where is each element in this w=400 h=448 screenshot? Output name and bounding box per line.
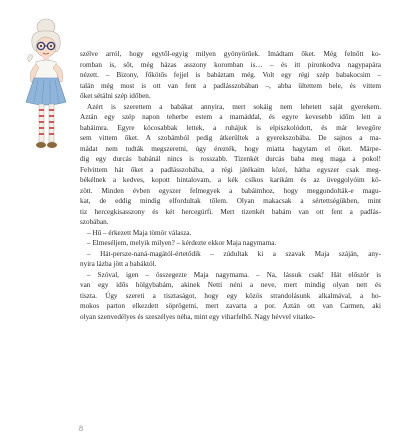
text-line: zött. Minden évben egyszer felmegyek a babáimhoz, hogy meggondolták-e magu- [80,186,381,195]
text-line: olyan szenvedélyes és szeszélyes néha, mint egy viharfelhő. Nagy hévvel vitatko- [80,312,316,321]
body-text [80,49,381,322]
paragraph [80,102,381,228]
paragraph [80,228,381,239]
text-line: Azért is szerettem a babákat annyira, mert sokáig nem lehetett saját gyerekem. [87,102,381,111]
text-line: mádat nem tudták megszeretni, úgy érezték, hogy miatta hagytam el őket. Márpe- [80,144,381,153]
text-line: – Hát-persze-naná-magától-értetődik – zúdultak ki a szavak Maja száján, any- [87,249,381,258]
text-line: békélnek a kedves, kopott hintalovam, a kék csíkos karikám és az üveggolyóim kö- [80,176,381,184]
paragraph [80,49,381,102]
text-line: – Hű – érkezett Maja tömör válasza. [87,228,192,237]
text-line: nézett. – Bizony, főkötős fejjel is babáztam még. Volt egy régi szép babakocsim – [80,71,381,79]
text-line: nyira lázba jött a babáktól. [80,260,157,268]
paragraph [80,270,381,323]
text-line: Aztán egy szép napon teherbe estem a mamáddal, és egyre kevesebb időm lett a [80,113,381,121]
text-line: tiszta. Úgy szereti a tisztaságot, hogy egy közös strandolásunk alkalmával, a ho- [80,291,381,300]
page-number: 8 [79,424,83,433]
text-line: kat, de eddig mindig elfordultak tőlem. Olyan makacsak a sértettségükben, mint [80,197,381,205]
text-line: dig egy durcás babánál nincs is rosszabb. Tizenkét durcás baba meg maga a pokol! [80,155,381,163]
text-line: talán még most is ott van fent a padlásszobában –, abba ültettem bele, és vittem [80,81,381,90]
text-line: romban is, sőt, még házas asszony koromban is… – és itt pironkodva nagypapára [80,60,381,69]
text-line: babáimra. Egyre kócosabbak lettek, a ruhájuk is elpiszkolódott, és már levegőre [80,123,381,132]
text-line: – Elmeséljem, melyik milyen? – kérdezte ekkor Maja nagymama. [87,239,277,247]
text-line: mokos parton elkezdett söprögetni, mert zavarta a por. Aztán ott van Carmen, aki [80,302,381,310]
paragraph [80,238,381,249]
text-line: – Szóval, igen – összegezte Maja nagymama. – Na, lássuk csak! Hát először is [87,270,381,279]
text-line: szobában. [80,218,109,226]
text-line: őket sétálni szép időben. [80,92,151,100]
text-line: tiz hercegkisasszony és két hercegúrfi. Mert tizenkét babám van ott fent a padlás- [80,207,381,216]
girl-illustration [22,18,72,160]
paragraph [80,249,381,270]
text-line: Felvittem hát őket a padlásszobába, a régi játékaim közé, hátha egyszer csak meg- [80,165,381,174]
text-line: sem vittem őket. A szobámból pedig átkerültek a gyerekszobába. De sajnos a ma- [80,134,381,142]
text-line: van egy idős hölgybabám, akinek Netti néni a neve, mert mindig olyan nett és [80,281,381,289]
text-line: szélve arról, hogy egytől-egyig milyen gyönyörűek. Imádtam őket. Még felnőtt ko- [80,50,381,58]
